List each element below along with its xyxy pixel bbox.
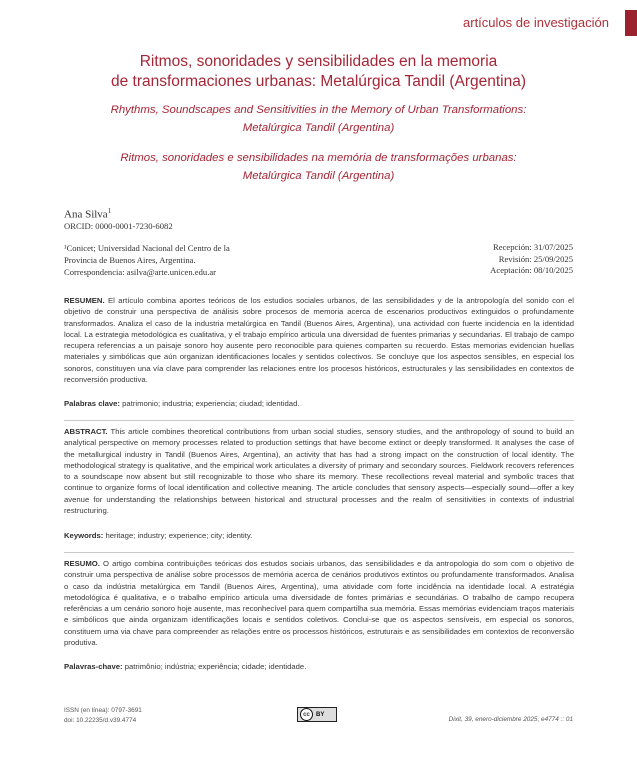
abstract-en-text: This article combines theoretical contributions from urban social studies, sensory studies, and the anthropology of sound to build an analytical perspective on memory processes related to production settings that have become extinct or deeply transformed. It analyses the case of the metallurgical industry in Tandil (Buenos Aires, Argentina), an activity that has had a strong impact on the construction of local identity. The methodological strategy is qualitative, and the empirical work articulates a diversity of primary and secondary sources. Fieldwork recovers references to a soundscape now absent but still recognizable to those who share its memory. These recollections reveal material and symbolic traces that continue to organize forms of local identification and collective meaning. The article concludes that sensory aspects—especially sound—offer a key avenue for understanding the relationships between historical and structural processes and the realm of sensitivities in contexts of industrial restructuring. — [64, 427, 574, 516]
title-en-line1: Rhythms, Soundscapes and Sensitivities in the Memory of Urban Transformations: — [110, 104, 527, 116]
keywords-pt-label: Palavras-chave: — [64, 662, 123, 671]
title-es-line1: Ritmos, sonoridades y sensibilidades en la memoria — [139, 53, 498, 70]
cc-license-badge[interactable] — [297, 707, 337, 722]
abstract-pt-text: O artigo combina contribuições teóricas dos estudos sociais urbanos, das sensibilidades e da antropologia do som com o objetivo de construir uma perspectiva de análise sobre processos de memória acerca de cenários produtivos extintos ou profundamente transformados. Analisa o caso da indústria metalúrgica em Tandil (Buenos Aires, Argentina), uma atividade com forte incidência na identidade local. A estratégia metodológica é qualitativa, e o trabalho empírico articula uma diversidade de fontes primárias e secundárias. O trabalho de campo recupera referências a um cenário sonoro hoje ausente, mas reconhecível para quem compartilha sua memória. Essas memórias evidenciam traços materiais e simbólicos que ainda organizam identificações locais e sentidos coletivos. Conclui-se que os aspectos sensíveis, em especial os sonoros, constituem uma via chave para compreender as relações entre os processos históricos, estruturais e as sensibilidades em contextos de reconversão produtiva. — [64, 559, 574, 648]
keywords-es-label: Palabras clave: — [64, 399, 120, 408]
keywords-en — [64, 531, 252, 540]
abstract-es-text: El artículo combina aportes teóricos de los estudios sociales urbanos, de las sensibilidades y de la antropología del sonido con el objetivo de construir una perspectiva de análisis sobre procesos de memoria acerca de escenarios productivos extinguidos o profundamente transformados. Analiza el caso de la industria metalúrgica en Tandil (Buenos Aires, Argentina), una actividad con fuerte incidencia en la identidad local. La estrategia metodológica es cualitativa, y el trabajo empírico articula una diversidad de fuentes primarias y secundarias. El trabajo de campo recupera referencias a un paisaje sonoro hoy ausente pero reconocible para quienes comparten su recuerdo. Estas memorias evidencian huellas materiales y simbólicas que aún organizan identificaciones locales y sentidos colectivos. Se concluye que los aspectos sensibles, en especial los sonoros, constituyen una vía clave para comprender las relaciones entre los procesos históricos, estructurales y las sensibilidades en contextos de reconversión productiva. — [64, 296, 574, 385]
title-es-line2: de transformaciones urbanas: Metalúrgica Tandil (Argentina) — [111, 73, 526, 90]
title-en-line2: Metalúrgica Tandil (Argentina) — [242, 122, 395, 134]
keywords-es-text: patrimonio; industria; experiencia; ciudad; identidad. — [122, 399, 300, 408]
keywords-en-text: heritage; industry; experience; city; identity. — [105, 531, 253, 540]
author-name — [64, 207, 111, 221]
abstract-pt-label: RESUMO. — [64, 559, 100, 568]
author-affiliation — [64, 242, 230, 278]
doi-link[interactable]: doi: 10.22235/d.v39.4774 — [64, 716, 137, 724]
keywords-es — [64, 399, 300, 408]
cc-by-label: BY — [316, 711, 325, 718]
divider — [64, 420, 574, 421]
abstract-es — [64, 295, 574, 385]
issn: ISSN (en línea): 0797-3691 — [64, 707, 142, 714]
keywords-en-label: Keywords: — [64, 531, 104, 540]
author-superscript: 1 — [107, 207, 112, 215]
date-received: Recepción: 31/07/2025 — [493, 242, 573, 252]
author-name-text: Ana Silva — [64, 208, 108, 221]
journal-citation: Dixit, 39, enero-diciembre 2025, e4774 :: 01 — [448, 716, 573, 723]
article-dates — [490, 242, 573, 277]
abstract-en-label: ABSTRACT. — [64, 427, 108, 436]
date-revised: Revisión: 25/09/2025 — [498, 253, 573, 264]
creative-commons-icon: cc — [300, 708, 313, 721]
abstract-pt — [64, 558, 574, 648]
abstract-en — [64, 426, 574, 516]
date-accepted: Aceptación: 08/10/2025 — [490, 265, 573, 275]
section-accent-bar — [625, 10, 637, 36]
keywords-pt-text: patrimônio; indústria; experiência; cidade; identidade. — [124, 662, 307, 671]
section-label: artículos de investigación — [463, 15, 609, 30]
divider — [64, 552, 574, 553]
title-pt-line2: Metalúrgica Tandil (Argentina) — [242, 170, 395, 182]
abstract-es-label: RESUMEN. — [64, 296, 105, 305]
correspondence[interactable]: Correspondencia: asilva@arte.unicen.edu.ar — [64, 267, 217, 277]
affiliation-line: Provincia de Buenos Aires, Argentina. — [64, 255, 196, 265]
keywords-pt — [64, 662, 306, 671]
title-pt-line1: Ritmos, sonoridades e sensibilidades na memória de transformações urbanas: — [120, 152, 517, 164]
affiliation-line: ¹Conicet; Universidad Nacional del Centro de la — [64, 243, 230, 253]
footer-identifiers — [64, 706, 142, 725]
author-orcid[interactable]: ORCID: 0000-0001-7230-6082 — [64, 221, 173, 231]
